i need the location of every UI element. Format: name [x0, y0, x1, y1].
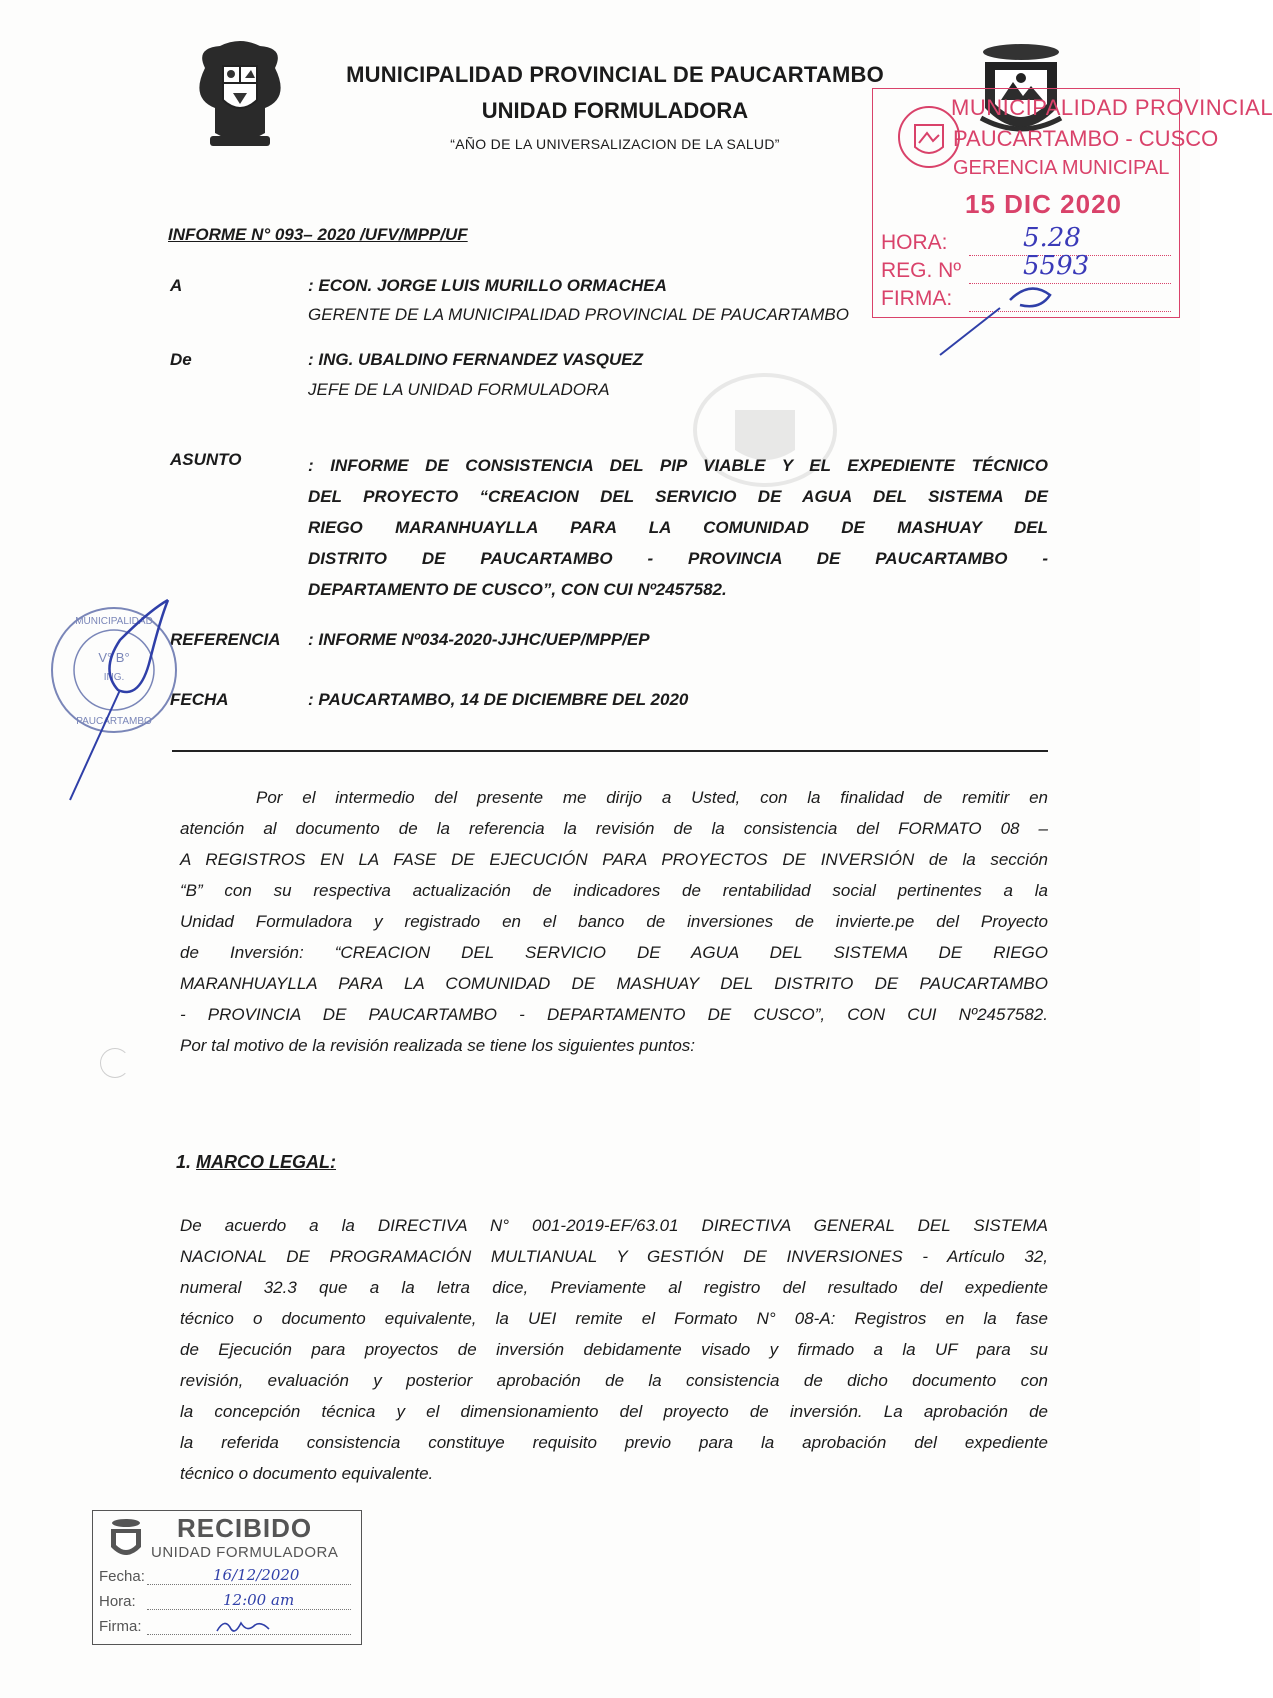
seal-vb-text: V° B°	[98, 650, 130, 665]
received-signature-scribble	[213, 1615, 273, 1637]
legal-line: revisión, evaluación y posterior aprobación de la consistencia de dicho documento con	[180, 1371, 1048, 1390]
to-name: : ECON. JORGE LUIS MURILLO ORMACHEA	[308, 276, 667, 295]
vb-approval-seal-icon	[44, 600, 184, 740]
subject-line: DEPARTAMENTO DE CUSCO”, CON CUI Nº2457582.	[308, 580, 727, 599]
received-date-label: Fecha:	[99, 1568, 145, 1585]
stamp-hora-label: HORA:	[881, 231, 948, 254]
subject-line: DEL PROYECTO “CREACION DEL SERVICIO DE AGUA DEL SISTEMA DE	[308, 487, 1048, 506]
intro-line: atención al documento de la referencia la revisión de la consistencia del FORMATO 08 –	[180, 819, 1048, 838]
legal-line: técnico o documento equivalente.	[180, 1464, 434, 1483]
legal-line: de Ejecución para proyectos de inversión debidamente visado y firmado a la UF para su	[180, 1340, 1048, 1359]
received-time-label: Hora:	[99, 1593, 136, 1610]
received-unit: UNIDAD FORMULADORA	[151, 1544, 339, 1561]
stamp-firma-label: FIRMA:	[881, 287, 953, 310]
stamp-hora-value: 5.28	[1023, 223, 1081, 253]
received-date-value: 16/12/2020	[213, 1566, 300, 1584]
intro-line: MARANHUAYLLA PARA LA COMUNIDAD DE MASHUAY DEL DISTRITO DE PAUCARTAMBO	[180, 974, 1048, 993]
reception-stamp	[872, 88, 1273, 318]
received-dotted-line	[147, 1609, 351, 1610]
subject-text	[308, 450, 1048, 605]
intro-line: A REGISTROS EN LA FASE DE EJECUCIÓN PARA PROYECTOS DE INVERSIÓN de la sección	[180, 850, 1048, 869]
legal-line: numeral 32.3 que a la letra dice, Previamente al registro del resultado del expediente	[180, 1278, 1048, 1297]
from-name: : ING. UBALDINO FERNANDEZ VASQUEZ	[308, 350, 643, 369]
intro-line: Por el intermedio del presente me dirijo a Usted, con la finalidad de remitir en	[256, 788, 1048, 807]
stamp-reg-value: 5593	[1023, 251, 1090, 281]
legal-line: De acuerdo a la DIRECTIVA N° 001-2019-EF/63.01 DIRECTIVA GENERAL DEL SISTEMA	[180, 1216, 1048, 1235]
date-value: : PAUCARTAMBO, 14 DE DICIEMBRE DEL 2020	[308, 690, 689, 709]
intro-paragraph	[180, 782, 1048, 1061]
received-title: RECIBIDO	[177, 1513, 313, 1543]
header-divider	[172, 750, 1048, 752]
legal-framework-paragraph	[180, 1210, 1048, 1489]
legal-line: NACIONAL DE PROGRAMACIÓN MULTIANUAL Y GESTIÓN DE INVERSIONES - Artículo 32,	[180, 1247, 1048, 1266]
received-stamp	[92, 1510, 362, 1645]
to-label: A	[170, 276, 183, 295]
organization-name: MUNICIPALIDAD PROVINCIAL DE PAUCARTAMBO	[346, 62, 884, 87]
reference-value: : INFORME Nº034-2020-JJHC/UEP/MPP/EP	[308, 630, 650, 649]
legal-line: la concepción técnica y el dimensionamiento del proyecto de inversión. La aprobación de	[180, 1402, 1048, 1421]
informe-number: INFORME N° 093– 2020 /UFV/MPP/UF	[168, 225, 468, 244]
legal-line: la referida consistencia constituye requisito previo para la aprobación del expediente	[180, 1433, 1048, 1452]
stamp-dotted-line	[969, 311, 1171, 312]
legal-line: técnico o documento equivalente, la UEI remite el Formato N° 08-A: Registros en la fase	[180, 1309, 1048, 1328]
section-1-title: MARCO LEGAL:	[196, 1152, 337, 1172]
document-header	[305, 62, 925, 152]
from-title: JEFE DE LA UNIDAD FORMULADORA	[308, 380, 610, 399]
subject-line: DISTRITO DE PAUCARTAMBO - PROVINCIA DE PAUCARTAMBO -	[308, 549, 1048, 568]
subject-label: ASUNTO	[170, 450, 242, 469]
stamp-line-2: PAUCARTAMBO - CUSCO	[953, 126, 1219, 151]
subject-line: : INFORME DE CONSISTENCIA DEL PIP VIABLE Y EL EXPEDIENTE TÉCNICO	[308, 456, 1048, 475]
section-1-heading	[176, 1152, 336, 1173]
intro-line: “B” con su respectiva actualización de indicadores de rentabilidad social pertinentes a la	[180, 881, 1048, 900]
stamp-line-1: MUNICIPALIDAD PROVINCIAL	[951, 95, 1273, 120]
date-label: FECHA	[170, 690, 229, 709]
received-time-value: 12:00 am	[223, 1591, 295, 1609]
to-title: GERENTE DE LA MUNICIPALIDAD PROVINCIAL DE PAUCARTAMBO	[308, 305, 849, 324]
seal-bottom-text: PAUCARTAMBO	[76, 716, 152, 727]
received-stamp-crest-icon	[103, 1515, 149, 1565]
stamp-date: 15 DIC 2020	[965, 189, 1122, 219]
section-1-number: 1.	[176, 1152, 192, 1172]
stamp-reg-label: REG. Nº	[881, 259, 962, 282]
intro-line: Unidad Formuladora y registrado en el banco de inversiones de invierte.pe del Proyecto	[180, 912, 1048, 931]
unit-name: UNIDAD FORMULADORA	[481, 98, 749, 123]
reference-label: REFERENCIA	[170, 630, 281, 649]
year-motto: “AÑO DE LA UNIVERSALIZACION DE LA SALUD”	[450, 136, 780, 152]
stamp-line-3: GERENCIA MUNICIPAL	[953, 157, 1170, 179]
seal-top-text: MUNICIPALIDAD	[75, 616, 153, 627]
intro-line: de Inversión: “CREACION DEL SERVICIO DE AGUA DEL SISTEMA DE RIEGO	[180, 943, 1048, 962]
stamp-dotted-line	[969, 283, 1171, 284]
coat-of-arms-icon	[185, 38, 295, 156]
received-dotted-line	[147, 1584, 351, 1585]
received-signature-label: Firma:	[99, 1618, 142, 1635]
from-label: De	[170, 350, 192, 369]
subject-line: RIEGO MARANHUAYLLA PARA LA COMUNIDAD DE MASHUAY DEL	[308, 518, 1048, 537]
intro-line: Por tal motivo de la revisión realizada se tiene los siguientes puntos:	[180, 1036, 696, 1055]
intro-line: - PROVINCIA DE PAUCARTAMBO - DEPARTAMENTO DE CUSCO”, CON CUI Nº2457582.	[180, 1005, 1048, 1024]
punch-hole	[100, 1048, 130, 1078]
seal-ing-text: ING.	[103, 672, 125, 683]
